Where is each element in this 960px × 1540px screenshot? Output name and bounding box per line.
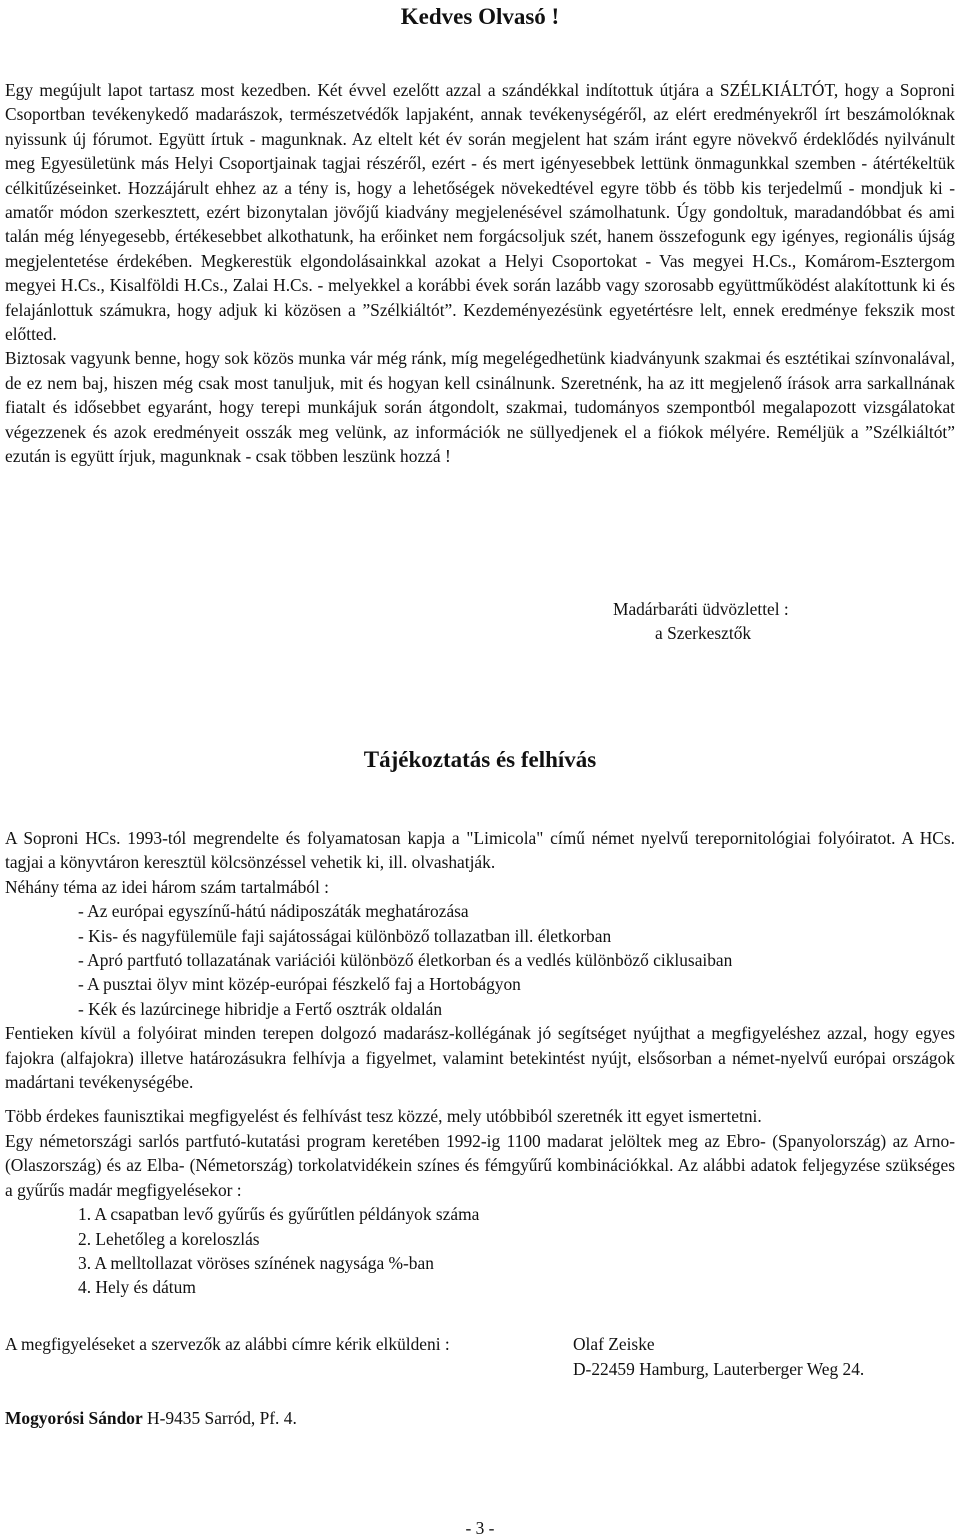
- greeting-signature: a Szerkesztők: [655, 623, 752, 643]
- section-paragraph: Fentieken kívül a folyóirat minden terepen dolgozó madarász-kollégának jó segítséget nyújthat a megfigyeléshez azzal, hogy egyes fajokra (alfajokra) illetve határozásukra felhívja a figyelmet, valamint betekintést nyújt, elsősorban a német-nyelvű európai országok madártani tevékenységébe.: [5, 1023, 955, 1093]
- list-item: - Az európai egyszínű-hátú nádiposzáták meghatározása: [78, 901, 469, 922]
- list-item: - Kék és lazúrcinege hibridje a Fertő osztrák oldalán: [78, 998, 443, 1019]
- page-number: - 3 -: [465, 1518, 495, 1538]
- list-item: 4. Hely és dátum: [78, 1277, 196, 1298]
- list-item: 1. A csapatban levő gyűrűs és gyűrűtlen példányok száma: [78, 1204, 480, 1225]
- author-line: [5, 1406, 297, 1430]
- greeting-line: Madárbaráti üdvözlettel :: [613, 599, 789, 619]
- list-item: - A pusztai ölyv mint közép-európai fészkelő faj a Hortobágyon: [78, 974, 521, 995]
- address-street: D-22459 Hamburg, Lauterberger Weg 24.: [573, 1359, 865, 1379]
- section-paragraph: Több érdekes faunisztikai megfigyelést és felhívást tesz közzé, mely utóbbiból szeretnék itt egyet ismertetni.: [5, 1106, 762, 1127]
- address-name: Olaf Zeiske: [573, 1334, 655, 1354]
- section-title: Tájékoztatás és felhívás: [363, 747, 597, 772]
- intro-paragraph: Egy megújult lapot tartasz most kezedben. Két évvel ezelőtt azzal a szándékkal indítottuk útjára a SZÉLKIÁLTÓT, hogy a Soproni Csoportban tevékenykedő madarászok, természetvédők lapjaként, annak tevékenységéről, az elért eredményekről írt beszámolóknak nyissunk új fórumot. Együtt írtuk - magunknak. Az eltelt két év során megjelent hat szám iránt egyre növekvő érdeklődés nyilvánult meg Egyesületünk más Helyi Csoportjainak tagjai részéről, ezért - és mert igényesebbek lettünk önmagunkkal szemben - átértékeltük célkitűzéseinket. Hozzájárult ehhez az a tény is, hogy a lehetőségek növekedtével egyre több és több kis terjedelmű - mondjuk ki - amatőr módon szerkesztett, ezért bizonytalan jövőjű kiadvány megjelenésével számolhatunk. Úgy gondoltuk, maradandóbbat és ami talán még lényegesebb, értékesebbet alkothatunk, ha erőinket nem forgácsoljuk szét, hanem összefogunk egy igényes, regionális újság megjelentetése érdekében. Megkerestük elgondolásainkkal azokat a Helyi Csoportokat - Vas megyei H.Cs., Komárom-Esztergom megyei H.Cs., Kisalföldi H.Cs., Zalai H.Cs. - melyekkel a korábbi évek során lazább vagy szorosabb együttműködést alakítottunk ki és felajánlottuk számukra, hogy adjuk ki közösen a ”Szélkiáltót”. Kezdeményezésünk egyetértésre lelt, ennek eredménye fekszik most előtted.: [5, 80, 955, 345]
- page-title: Kedves Olvasó !: [400, 4, 560, 29]
- author-name: Mogyorósi Sándor: [5, 1408, 143, 1428]
- section-body: [5, 826, 955, 1300]
- topics-intro: Néhány téma az idei három szám tartalmából :: [5, 876, 330, 897]
- list-item: - Apró partfutó tollazatának variációi különböző életkorban és a vedlés különböző ciklusaiban: [78, 950, 733, 971]
- list-item: 2. Lehetőleg a koreloszlás: [78, 1228, 260, 1249]
- numbered-list: [5, 1202, 955, 1300]
- author-address: H-9435 Sarród, Pf. 4.: [147, 1408, 297, 1428]
- topics-list: [5, 899, 955, 1021]
- section-paragraph: Egy németországi sarlós partfutó-kutatási program keretében 1992-ig 1100 madarat jelöltek meg az Ebro- (Spanyolország) az Arno- (Olaszország) és az Elba- (Németország) torkolatvidékein színes és fémgyűrű kombinációkkal. Az alábbi adatok feljegyzése szükséges a gyűrűs madár megfigyelésekor :: [5, 1130, 955, 1200]
- list-item: 3. A melltollazat vöröses színének nagysága %-ban: [78, 1252, 434, 1273]
- section-paragraph: A Soproni HCs. 1993-tól megrendelte és folyamatosan kapja a "Limicola" című német nyelvű terepornitológiai folyóiratot. A HCs. tagjai a könyvtáron keresztül kölcsönzéssel vehetik ki, ill. olvashatják.: [5, 828, 955, 873]
- paragraph-spacer: [5, 1094, 955, 1104]
- address-label: A megfigyeléseket a szervezők az alábbi címre kérik elküldeni :: [5, 1334, 450, 1354]
- intro-text: [5, 78, 955, 469]
- list-item: - Kis- és nagyfülemüle faji sajátosságai különböző tollazatban ill. életkorban: [78, 925, 612, 946]
- intro-paragraph: Biztosak vagyunk benne, hogy sok közös munka vár még ránk, míg megelégedhetünk kiadványunk szakmai és esztétikai színvonalával, de ez nem baj, hiszen még csak most tanuljuk, mit és hogyan kell csinálnunk. Szeretnénk, ha az itt megjelenő írások arra sarkallnának fiatalt és idősebbet egyaránt, hogy terepi munkájuk során átgondolt, szakmai, tudományos szempontból megalapozott vizsgálatokat végezzenek és azok eredményeit osszák meg velünk, az információk ne süllyedjenek el a fiókok mélyére. Reméljük a ”Szélkiáltót” ezután is együtt írjuk, magunknak - csak többen leszünk hozzá !: [5, 348, 955, 467]
